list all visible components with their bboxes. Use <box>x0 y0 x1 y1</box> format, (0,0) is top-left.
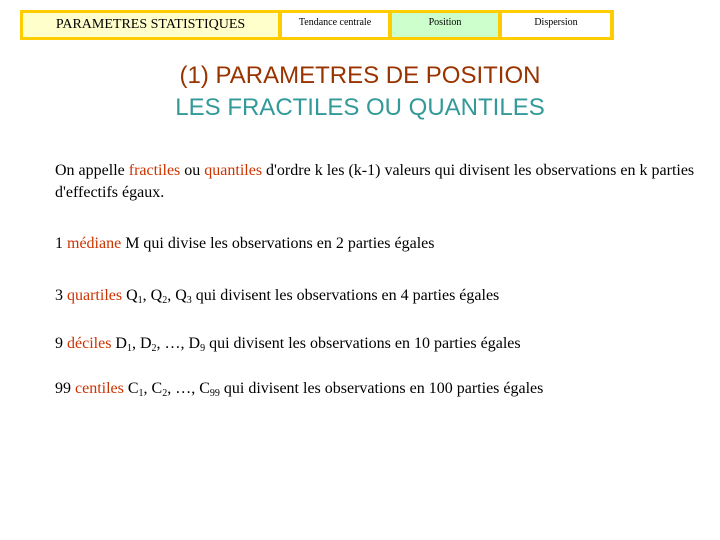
centiles-symbol: , C <box>143 380 163 397</box>
term-centiles: centiles <box>75 380 124 397</box>
quartiles-symbol: , Q <box>167 287 187 304</box>
quartiles-sub: 2 <box>162 295 168 306</box>
centiles-sub: 1 <box>138 388 144 399</box>
centiles-symbol: , …, C <box>167 380 210 397</box>
def-text-2: ou <box>180 162 205 179</box>
quartiles-text: qui divisent les observations en 4 parties égales <box>191 287 500 304</box>
term-fractiles: fractiles <box>128 162 181 179</box>
deciles-symbol: , …, D <box>156 335 201 352</box>
mediane-text: M qui divise les observations en 2 parties égales <box>121 235 435 252</box>
quartiles-symbol: , Q <box>142 287 163 304</box>
centiles-sub: 2 <box>162 388 168 399</box>
centiles-count: 99 <box>55 380 71 397</box>
deciles-symbol: , D <box>131 335 152 352</box>
deciles-sub: 1 <box>126 343 132 354</box>
item-mediane <box>55 233 705 255</box>
deciles-symbol: D <box>111 335 127 352</box>
def-text-3: d'ordre k les (k-1) valeurs qui divisent les observations en k parties d'effectifs égaux. <box>55 162 695 201</box>
quartiles-count: 3 <box>55 287 63 304</box>
quartiles-sub: 1 <box>137 295 143 306</box>
centiles-symbol: C <box>123 380 139 397</box>
deciles-sub: 2 <box>151 343 157 354</box>
page-title: (1) PARAMETRES DE POSITION <box>179 62 541 89</box>
deciles-sub: 9 <box>200 343 206 354</box>
definition-paragraph <box>55 160 705 204</box>
deciles-text: qui divisent les observations en 10 parties égales <box>205 335 521 352</box>
nav-title: PARAMETRES STATISTIQUES <box>23 13 278 37</box>
mediane-count: 1 <box>55 235 63 252</box>
item-quartiles <box>55 285 705 307</box>
quartiles-sub: 3 <box>186 295 192 306</box>
tab-position[interactable]: Position <box>392 13 498 37</box>
def-text-1: On appelle <box>55 162 129 179</box>
centiles-text: qui divisent les observations en 100 parties égales <box>219 380 544 397</box>
item-centiles <box>55 378 705 400</box>
deciles-count: 9 <box>55 335 63 352</box>
quartiles-symbol: Q <box>122 287 138 304</box>
tab-tendance-centrale[interactable]: Tendance centrale <box>282 13 388 37</box>
page-subtitle: LES FRACTILES OU QUANTILES <box>175 94 545 121</box>
item-deciles <box>55 333 705 355</box>
tab-dispersion[interactable]: Dispersion <box>502 13 610 37</box>
nav-bar <box>20 10 614 40</box>
term-quartiles: quartiles <box>67 287 123 304</box>
centiles-sub: 99 <box>209 388 220 399</box>
term-quantiles: quantiles <box>204 162 263 179</box>
term-mediane: médiane <box>67 235 122 252</box>
term-deciles: déciles <box>67 335 112 352</box>
